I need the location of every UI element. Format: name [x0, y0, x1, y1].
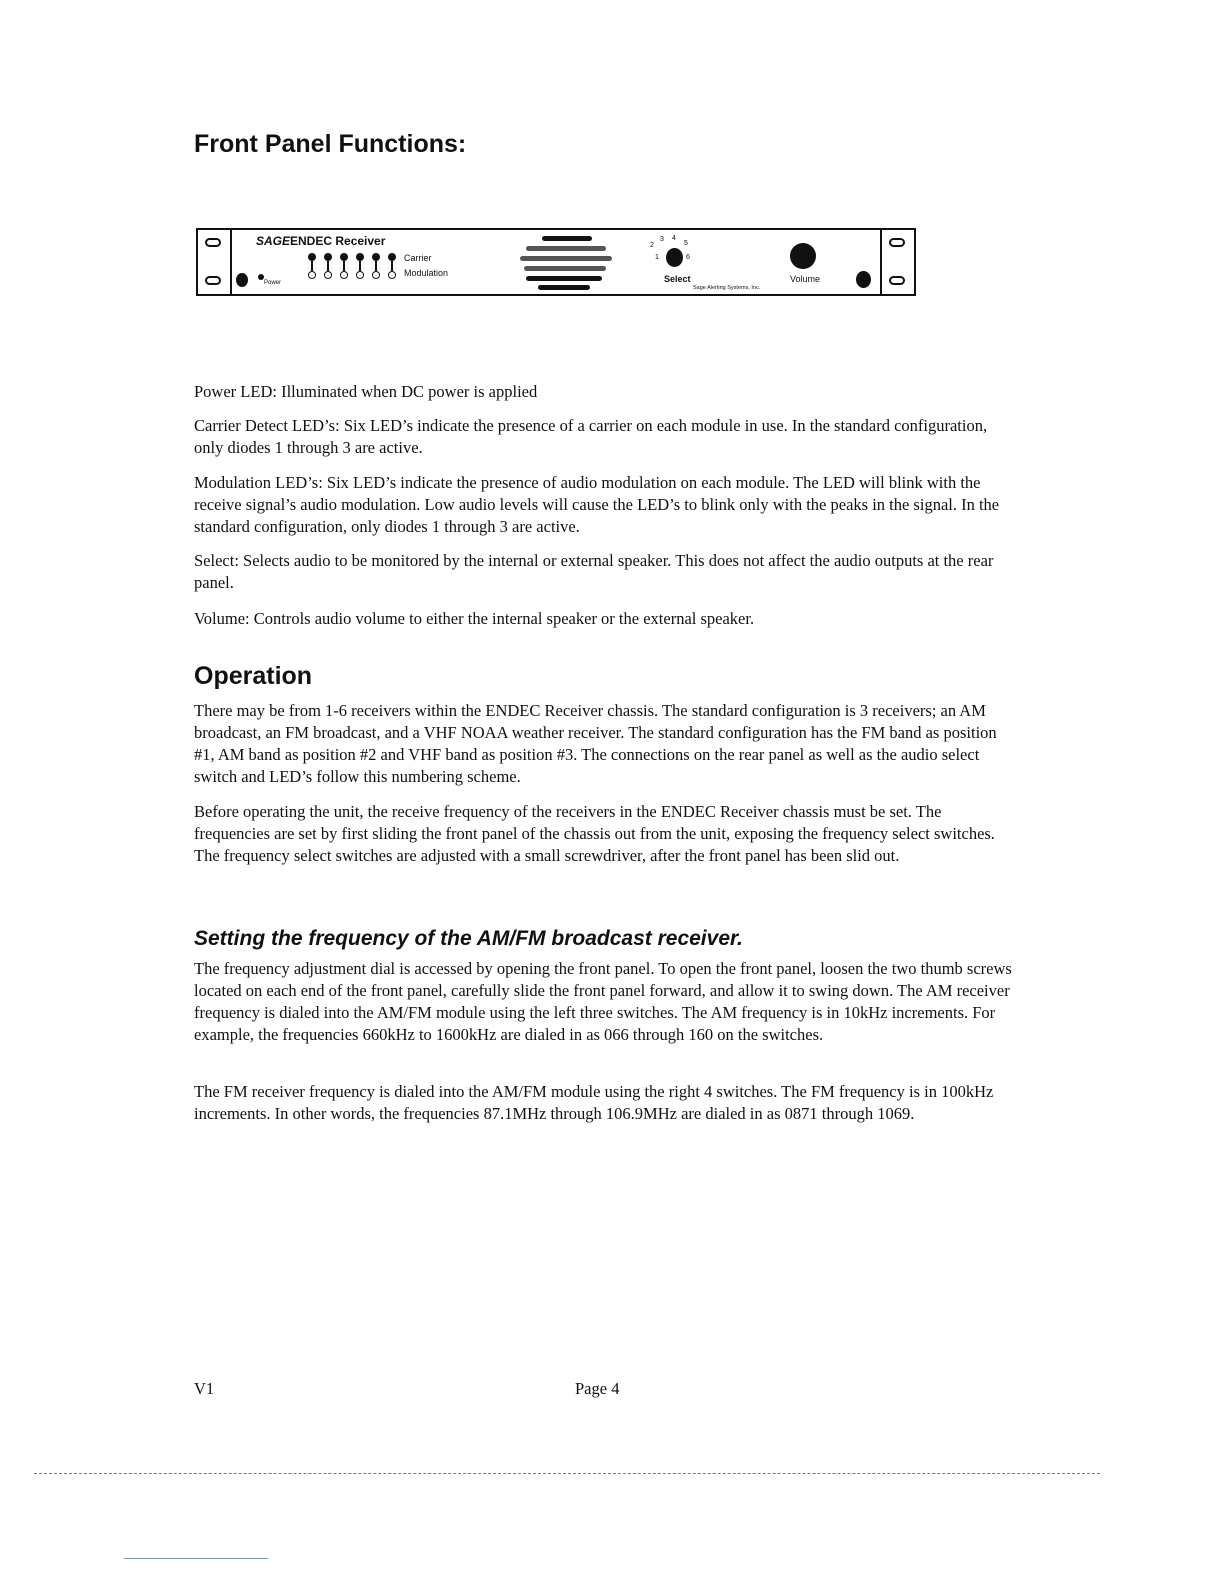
- select-position-label: 1: [655, 254, 659, 261]
- amfm-paragraph: The FM receiver frequency is dialed into the AM/FM module using the right 4 switches. The FM frequency is in 100kHz increments. In other words, the frequencies 87.1MHz through 106.9MHz are dialed in as 0871 through 1069.: [194, 1082, 994, 1123]
- footer-version: V1: [194, 1379, 215, 1398]
- mounting-slot-icon: [889, 238, 905, 247]
- select-label: Select: [664, 274, 691, 284]
- description-power-led: Power LED: Illuminated when DC power is applied: [194, 382, 538, 401]
- led-lead: [311, 261, 313, 271]
- speaker-slot: [526, 246, 606, 251]
- modulation-led-icon: [340, 271, 348, 279]
- modulation-led-icon: [388, 271, 396, 279]
- power-label: Power: [264, 280, 282, 286]
- select-position-label: 2: [650, 242, 654, 249]
- led-lead: [359, 261, 361, 271]
- volume-knob-icon[interactable]: [790, 243, 816, 269]
- carrier-led-icon: [372, 253, 380, 261]
- footer-page-number: Page 4: [575, 1379, 620, 1398]
- carrier-led-icon: [340, 253, 348, 261]
- led-lead: [391, 261, 393, 271]
- description-volume: Volume: Controls audio volume to either the internal speaker or the external speaker.: [194, 609, 755, 628]
- modulation-led-icon: [356, 271, 364, 279]
- footnote-rule: [124, 1558, 268, 1559]
- section-title-amfm: Setting the frequency of the AM/FM broadcast receiver.: [194, 927, 743, 950]
- speaker-slot: [538, 285, 590, 290]
- front-panel-diagram: [196, 228, 916, 296]
- section-title-front-panel: Front Panel Functions:: [194, 130, 467, 158]
- speaker-slot: [520, 256, 612, 261]
- mounting-slot-icon: [889, 276, 905, 285]
- headphone-jack-icon: [856, 271, 871, 288]
- panel-title: [256, 234, 385, 248]
- speaker-slot: [542, 236, 592, 241]
- select-position-label: 6: [686, 254, 690, 261]
- right-rack-ear: [880, 230, 914, 294]
- footer-rule: [34, 1473, 1100, 1474]
- mounting-slot-icon: [205, 276, 221, 285]
- mounting-slot-icon: [205, 238, 221, 247]
- power-led-icon: [236, 273, 248, 287]
- led-lead: [343, 261, 345, 271]
- description-modulation-led: Modulation LED’s: Six LED’s indicate the presence of audio modulation on each module. The LED will blink with the receive signal’s audio modulation. Low audio levels will cause the LED’s to blink only with the peaks in the signal. In the standard configuration, only diodes 1 through 3 are active.: [194, 473, 1000, 536]
- speaker-slot: [524, 266, 606, 271]
- select-position-label: 4: [672, 235, 676, 242]
- select-knob-icon[interactable]: [666, 248, 683, 267]
- carrier-led-icon: [388, 253, 396, 261]
- carrier-label: Carrier: [404, 253, 432, 263]
- led-lead: [327, 261, 329, 271]
- operation-paragraph: There may be from 1-6 receivers within the ENDEC Receiver chassis. The standard configuration is 3 receivers; an AM broadcast, an FM broadcast, and a VHF NOAA weather receiver. The standard configuration has the FM band as position #1, AM band as position #2 and VHF band as position #3. The connections on the rear panel as well as the audio select switch and LED’s follow this numbering scheme.: [194, 701, 997, 786]
- panel-model: ENDEC Receiver: [290, 234, 386, 248]
- modulation-led-icon: [324, 271, 332, 279]
- panel-brand: SAGE: [256, 234, 291, 248]
- maker-label: Sage Alerting Systems, Inc.: [693, 285, 761, 291]
- led-lead: [375, 261, 377, 271]
- modulation-label: Modulation: [404, 268, 449, 278]
- description-select: Select: Selects audio to be monitored by the internal or external speaker. This does not affect the audio outputs at the rear panel.: [194, 551, 994, 592]
- operation-paragraph: Before operating the unit, the receive frequency of the receivers in the ENDEC Receiver chassis must be set. The frequencies are set by first sliding the front panel of the chassis out from the unit, exposing the frequency select switches. The frequency select switches are adjusted with a small screwdriver, after the front panel has been slid out.: [194, 802, 995, 865]
- select-position-label: 5: [684, 240, 688, 247]
- amfm-paragraph: The frequency adjustment dial is accessed by opening the front panel. To open the front panel, loosen the two thumb screws located on each end of the front panel, carefully slide the front panel forward, and allow it to swing down. The AM receiver frequency is dialed into the AM/FM module using the left three switches. The AM frequency is in 10kHz increments. For example, the frequencies 660kHz to 1600kHz are dialed in as 066 through 160 on the switches.: [194, 959, 1012, 1044]
- left-rack-ear: [198, 230, 232, 294]
- modulation-led-icon: [308, 271, 316, 279]
- carrier-led-icon: [356, 253, 364, 261]
- description-carrier-led: Carrier Detect LED’s: Six LED’s indicate the presence of a carrier on each module in use. In the standard configuration, only diodes 1 through 3 are active.: [194, 416, 988, 457]
- speaker-slot: [526, 276, 602, 281]
- carrier-led-icon: [308, 253, 316, 261]
- select-position-label: 3: [660, 236, 664, 243]
- section-title-operation: Operation: [194, 662, 313, 690]
- volume-label: Volume: [790, 274, 821, 284]
- modulation-led-icon: [372, 271, 380, 279]
- carrier-led-icon: [324, 253, 332, 261]
